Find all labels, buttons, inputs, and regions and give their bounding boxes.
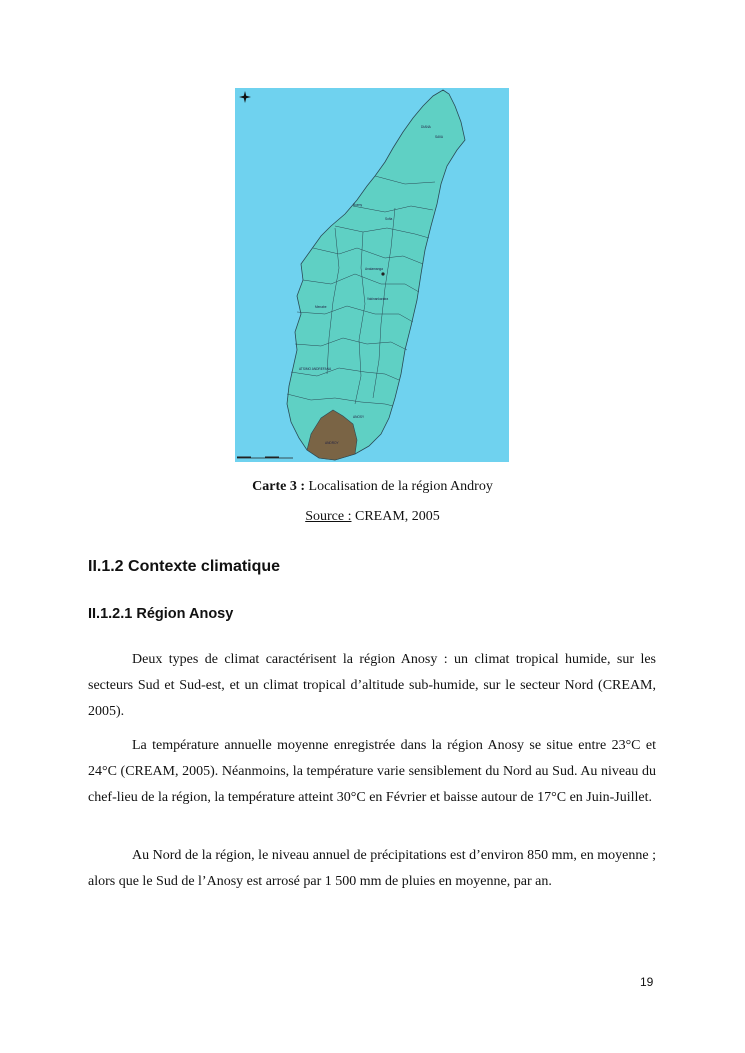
map-label: Analamanga bbox=[365, 267, 383, 271]
map-label: Boeny bbox=[353, 203, 363, 207]
map-label: DIANA bbox=[421, 125, 431, 129]
map-label: Vakinankaratra bbox=[367, 297, 389, 301]
map-label: ATSIMO ANDREFANA bbox=[299, 367, 332, 371]
map-label: ANDROY bbox=[325, 441, 339, 445]
caption-label: Carte 3 : bbox=[252, 479, 306, 494]
paragraph-1: Deux types de climat caractérisent la région Anosy : un climat tropical humide, sur les secteurs Sud et Sud-est, et un climat tropical d’altitude sub-humide, sur le secteur Nord (CREAM, 2005). bbox=[88, 652, 656, 719]
island-shape bbox=[287, 90, 465, 460]
capital-marker bbox=[381, 272, 384, 275]
map-label: SAVA bbox=[435, 135, 444, 139]
map-label: ANOSY bbox=[353, 415, 365, 419]
subsection-heading: II.1.2.1 Région Anosy bbox=[88, 606, 234, 622]
map-caption bbox=[0, 479, 745, 495]
map-source bbox=[0, 509, 745, 525]
page-number: 19 bbox=[640, 975, 654, 989]
map-figure bbox=[235, 88, 509, 462]
section-heading: II.1.2 Contexte climatique bbox=[88, 558, 281, 575]
source-label: Source : bbox=[305, 509, 352, 524]
map-label: Sofia bbox=[385, 217, 393, 221]
paragraph-2: La température annuelle moyenne enregistrée dans la région Anosy se situe entre 23°C et 24°C (CREAM, 2005). Néanmoins, la température varie sensiblement du Nord au Sud. Au niveau du chef-lieu de la région, la température atteint 30°C en Février et baisse autour de 17°C en Juin-Juillet. bbox=[88, 738, 656, 805]
paragraph-3: Au Nord de la région, le niveau annuel de précipitations est d’environ 850 mm, en moyenne ; alors que le Sud de l’Anosy est arrosé par 1 500 mm de pluies en moyenne, par an. bbox=[88, 848, 656, 889]
scale-bar bbox=[237, 457, 293, 459]
map-label: Menabe bbox=[315, 305, 327, 309]
source-text: CREAM, 2005 bbox=[351, 509, 440, 524]
caption-text: Localisation de la région Androy bbox=[305, 479, 493, 494]
madagascar-map bbox=[235, 88, 509, 462]
north-arrow-icon bbox=[239, 91, 251, 103]
